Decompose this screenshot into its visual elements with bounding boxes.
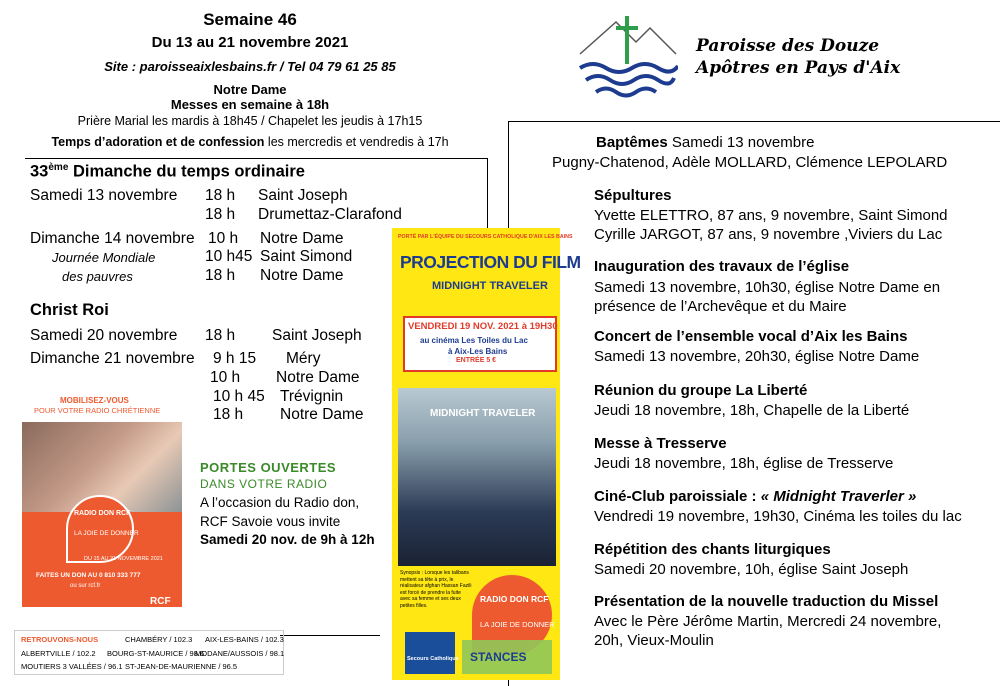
freq-item: MODANE/AUSSOIS / 98.1 [195, 649, 285, 658]
schedule-time: 10 h45 [205, 248, 253, 265]
schedule-place: Drumettaz-Clarafond [258, 206, 402, 223]
church-name: Notre Dame [213, 82, 287, 97]
secours-catholique-logo [405, 632, 455, 674]
freq-item: ST-JEAN-DE-MAURIENNE / 96.5 [125, 662, 238, 671]
parish-name-line2: Apôtres en Pays d'Aix [696, 58, 901, 78]
rcf-pour: POUR VOTRE RADIO CHRÉTIENNE [34, 406, 161, 415]
rcf-brand-logo: RCF [150, 596, 171, 607]
schedule-day: Samedi 13 novembre [30, 187, 178, 204]
event-line: Samedi 13 novembre, 10h30, église Notre Dame en [594, 279, 941, 296]
schedule-time: 18 h [205, 327, 236, 344]
schedule-time: 18 h [205, 206, 236, 223]
schedule-place: Trévignin [280, 388, 344, 405]
schedule-time: 9 h 15 [213, 350, 257, 367]
divider [280, 635, 380, 636]
event-line: Yvette ELETTRO, 87 ans, 9 novembre, Saint Simond [594, 207, 948, 224]
poster-joie: LA JOIE DE DONNER [480, 620, 555, 629]
schedule-place: Méry [286, 350, 321, 367]
event-line: Jeudi 18 novembre, 18h, église de Tresserve [594, 455, 894, 472]
schedule-place: Saint Joseph [272, 327, 362, 344]
event-heading: Répétition des chants liturgiques [594, 541, 831, 558]
week-dates: Du 13 au 21 novembre 2021 [151, 34, 349, 51]
event-heading: Baptêmes [596, 134, 668, 151]
portes-ouvertes-subtitle: DANS VOTRE RADIO [200, 477, 328, 491]
poster-radio: RADIO DON RCF [480, 594, 549, 604]
freq-item: BOURG-ST-MAURICE / 98.6 [107, 649, 205, 658]
rcf-faites: FAITES UN DON AU 0 810 333 777 [36, 572, 141, 579]
rcf-drop-icon [66, 495, 134, 563]
schedule-place: Notre Dame [260, 230, 344, 247]
secours-label: Secours Catholique [407, 656, 459, 662]
messes-label: Messes [170, 97, 218, 112]
schedule-time: 10 h [210, 369, 241, 386]
poster-synopsis: Synopsis : Lorsque les talibans mettent sa tête à prix, le réalisateur afghan Hassan Fazili est forcé de prendre la fuite avec sa femme et ses deux petites filles. [400, 570, 472, 609]
adoration-days: les mercredis et vendredis à 17h [264, 135, 449, 149]
schedule-place: Saint Joseph [258, 187, 348, 204]
poster-city: à Aix-Les Bains [448, 347, 508, 356]
event-heading: Concert de l’ensemble vocal d’Aix les Bains [594, 328, 908, 345]
schedule-time: 18 h [205, 187, 236, 204]
poster-date: VENDREDI 19 NOV. 2021 à 19H30 [408, 321, 558, 332]
schedule-place: Notre Dame [280, 406, 364, 423]
freq-item: MOUTIERS 3 VALLÉES / 96.1 [21, 662, 123, 671]
rcf-dates: DU 15 AU 21 NOVEMBRE 2021 [84, 556, 163, 562]
freq-title: RETROUVONS-NOUS [21, 635, 99, 644]
freq-item: ALBERTVILLE / 102.2 [21, 649, 96, 658]
event-line: Cyrille JARGOT, 87 ans, 9 novembre ,Viviers du Lac [594, 226, 943, 243]
schedule-place: Notre Dame [276, 369, 360, 386]
site-contact: Site : paroisseaixlesbains.fr / Tel 04 79 61 25 85 [104, 59, 396, 74]
event-heading: Ciné-Club paroissiale : [594, 488, 761, 505]
schedule-title-2: Christ Roi [30, 301, 109, 319]
rcf-mobilisez: MOBILISEZ-VOUS [60, 396, 129, 405]
schedule-note: des pauvres [62, 269, 133, 284]
portes-ouvertes-title: PORTES OUVERTES [200, 460, 337, 475]
event-heading: Présentation de la nouvelle traduction du Missel [594, 593, 939, 610]
event-heading-date: Samedi 13 novembre [667, 134, 815, 151]
rcf-joie: LA JOIE DE DONNER [74, 530, 139, 537]
freq-item: AIX-LES-BAINS / 102.3 [205, 635, 284, 644]
event-heading-film: « Midnight Traverler » [760, 488, 917, 505]
frequency-table [14, 630, 284, 675]
portes-ouvertes-text: A l’occasion du Radio don, [200, 495, 360, 510]
schedule-time: 10 h 45 [213, 388, 265, 405]
schedule-day: Dimanche 14 novembre [30, 230, 195, 247]
poster-film-title: MIDNIGHT TRAVELER [430, 408, 536, 419]
messes-time: en semaine à 18h [217, 97, 330, 112]
event-line: Jeudi 18 novembre, 18h, Chapelle de la Liberté [594, 402, 910, 419]
adoration-times [0, 135, 500, 149]
parish-logo-icon [578, 14, 678, 104]
event-line: Vendredi 19 novembre, 19h30, Cinéma les toiles du lac [594, 508, 962, 525]
schedule-time: 10 h [208, 230, 239, 247]
poster-top: PORTÉ PAR L'ÉQUIPE DU SECOURS CATHOLIQUE D'AIX LES BAINS [398, 234, 573, 240]
event-heading: Messe à Tresserve [594, 435, 727, 452]
event-title [594, 488, 916, 505]
schedule-time: 18 h [213, 406, 244, 423]
schedule-title-num: 33 [30, 162, 49, 181]
schedule-title-1 [30, 162, 305, 182]
portes-ouvertes-text: RCF Savoie vous invite [200, 514, 341, 529]
weekday-masses [120, 97, 380, 112]
event-line: Avec le Père Jérôme Martin, Mercredi 24 novembre, [594, 613, 942, 630]
schedule-note: Journée Mondiale [52, 250, 156, 265]
parish-name-line1: Paroisse des Douze [696, 36, 880, 56]
schedule-time: 18 h [205, 267, 236, 284]
event-heading: Réunion du groupe La Liberté [594, 382, 808, 399]
poster-title: PROJECTION DU FILM [400, 252, 581, 272]
event-title [596, 134, 814, 151]
week-title: Semaine 46 [203, 10, 297, 29]
freq-item: CHAMBÉRY / 102.3 [125, 635, 193, 644]
portes-ouvertes-date: Samedi 20 nov. de 9h à 12h [200, 532, 375, 547]
event-heading: Sépultures [594, 187, 672, 204]
event-line: présence de l’Archevêque et du Maire [594, 298, 847, 315]
event-line: 20h, Vieux-Moulin [594, 632, 714, 649]
event-heading: Inauguration des travaux de l’église [594, 258, 850, 275]
schedule-place: Notre Dame [260, 267, 344, 284]
rcf-radio-don: RADIO DON RCF [74, 510, 131, 517]
schedule-title-sup: ème [48, 162, 69, 173]
rcf-site: ou sur rcf.fr [70, 583, 101, 589]
event-line: Samedi 20 novembre, 10h, église Saint Joseph [594, 561, 909, 578]
event-line: Samedi 13 novembre, 20h30, église Notre Dame [594, 348, 920, 365]
schedule-day: Dimanche 21 novembre [30, 350, 195, 367]
adoration-label: Temps d’adoration et de confession [51, 135, 265, 149]
poster-subtitle: MIDNIGHT TRAVELER [432, 280, 548, 292]
prayer-times: Prière Marial les mardis à 18h45 / Chapelet les jeudis à 17h15 [77, 114, 423, 128]
schedule-title-text: Dimanche du temps ordinaire [68, 162, 305, 181]
event-line: Pugny-Chatenod, Adèle MOLLARD, Clémence LEPOLARD [552, 154, 948, 171]
stances-label: STANCES [470, 650, 527, 664]
poster-cinema: au cinéma Les Toiles du Lac [420, 336, 528, 345]
schedule-day: Samedi 20 novembre [30, 327, 178, 344]
poster-entree: ENTRÉE 5 € [456, 357, 497, 364]
schedule-place: Saint Simond [260, 248, 353, 265]
